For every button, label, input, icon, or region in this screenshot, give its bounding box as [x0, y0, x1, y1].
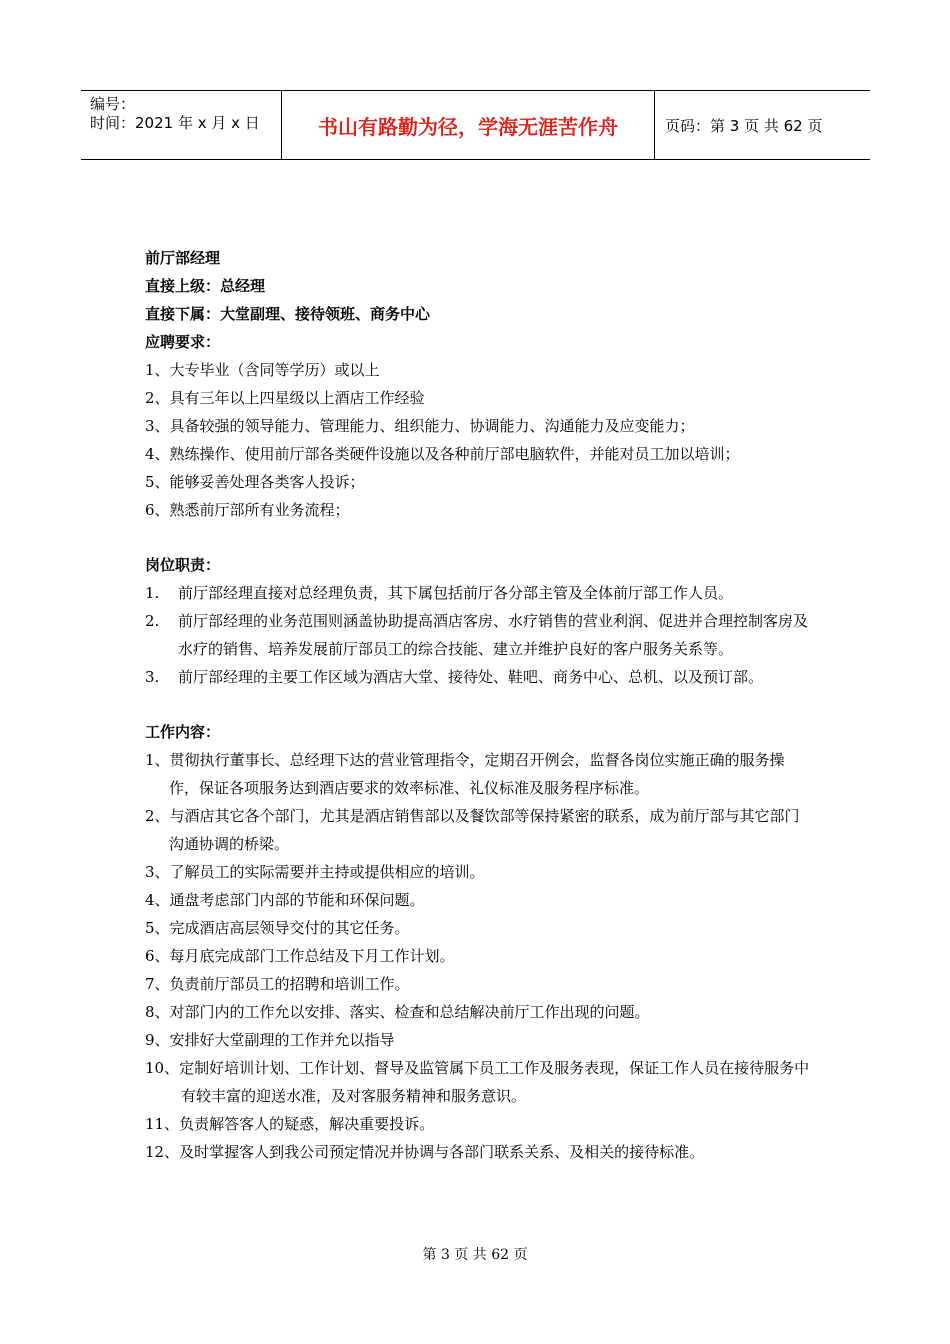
duty-number: 2. — [145, 612, 160, 630]
direct-subordinates: 直接下属：大堂副理、接待领班、商务中心 — [145, 305, 431, 323]
document-body — [145, 244, 810, 1166]
work-item: 10、定制好培训计划、工作计划、督导及监管属下员工工作及服务表现，保证工作人员在接待服务中有较丰富的迎送水准，及对客服务精神和服务意识。 — [145, 1059, 810, 1105]
page-header — [81, 90, 870, 160]
header-meta — [81, 91, 282, 159]
duty-item — [145, 663, 810, 691]
work-item: 12、及时掌握客人到我公司预定情况并协调与各部门联系关系、及相关的接待标准。 — [145, 1143, 705, 1161]
work-item: 9、安排好大堂副理的工作并允以指导 — [145, 1031, 395, 1049]
work-item: 6、每月底完成部门工作总结及下月工作计划。 — [145, 947, 455, 965]
job-title: 前厅部经理 — [145, 249, 221, 267]
requirement-item: 2、具有三年以上四星级以上酒店工作经验 — [145, 389, 425, 407]
duty-number: 3. — [145, 668, 160, 686]
duty-text: 前厅部经理的主要工作区域为酒店大堂、接待处、鞋吧、商务中心、总机、以及预订部。 — [178, 668, 764, 686]
requirement-item: 5、能够妥善处理各类客人投诉； — [145, 473, 365, 491]
work-item: 1、贯彻执行董事长、总经理下达的营业管理指令，定期召开例会，监督各岗位实施正确的服务操作，保证各项服务达到酒店要求的效率标准、礼仪标准及服务程序标准。 — [145, 751, 785, 797]
requirement-item: 6、熟悉前厅部所有业务流程； — [145, 501, 350, 519]
requirements-heading: 应聘要求： — [145, 333, 221, 351]
duty-item — [145, 579, 810, 607]
duty-number: 1. — [145, 584, 160, 602]
requirement-item: 1、大专毕业（含同等学历）或以上 — [145, 361, 380, 379]
duties-heading: 岗位职责： — [145, 556, 221, 574]
requirement-item: 4、熟练操作、使用前厅部各类硬件设施以及各种前厅部电脑软件，并能对员工加以培训； — [145, 445, 740, 463]
duty-item — [145, 607, 810, 663]
work-item: 5、完成酒店高层领导交付的其它任务。 — [145, 919, 410, 937]
duty-text: 前厅部经理的业务范围则涵盖协助提高酒店客房、水疗销售的营业利润、促进并合理控制客房及水疗的销售、培养发展前厅部员工的综合技能、建立并维护良好的客户服务关系等。 — [178, 612, 809, 658]
requirement-item: 3、具备较强的领导能力、管理能力、组织能力、协调能力、沟通能力及应变能力； — [145, 417, 695, 435]
document-date: 时间：2021 年 x 月 x 日 — [90, 114, 260, 132]
document-number-label: 编号： — [90, 95, 136, 113]
header-motto: 书山有路勤为径，学海无涯苦作舟 — [282, 91, 655, 159]
work-item: 4、通盘考虑部门内部的节能和环保问题。 — [145, 891, 425, 909]
work-item: 11、负责解答客人的疑惑，解决重要投诉。 — [145, 1115, 435, 1133]
page-footer: 第 3 页 共 62 页 — [422, 1247, 528, 1263]
direct-superior: 直接上级：总经理 — [145, 277, 266, 295]
duty-text: 前厅部经理直接对总经理负责，其下属包括前厅各分部主管及全体前厅部工作人员。 — [178, 584, 734, 602]
work-item: 2、与酒店其它各个部门，尤其是酒店销售部以及餐饮部等保持紧密的联系，成为前厅部与其它部门沟通协调的桥梁。 — [145, 807, 800, 853]
work-heading: 工作内容： — [145, 723, 221, 741]
header-page-info: 页码：第 3 页 共 62 页 — [665, 116, 823, 135]
work-item: 3、了解员工的实际需要并主持或提供相应的培训。 — [145, 863, 485, 881]
work-item: 8、对部门内的工作允以安排、落实、检查和总结解决前厅工作出现的问题。 — [145, 1003, 650, 1021]
work-item: 7、负责前厅部员工的招聘和培训工作。 — [145, 975, 410, 993]
